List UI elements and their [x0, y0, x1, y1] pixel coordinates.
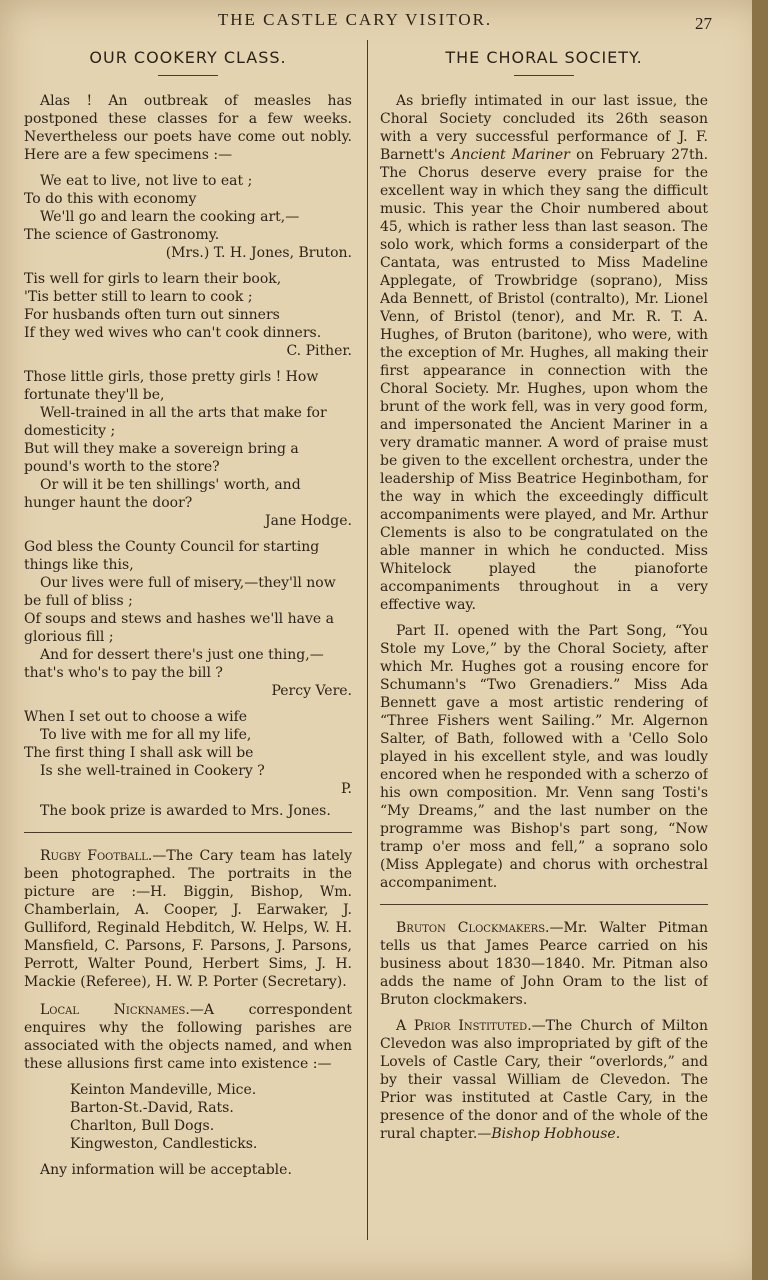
poem-vere: [24, 538, 352, 700]
running-header: [0, 6, 768, 36]
poem-line: Is she well-trained in Cookery ?: [40, 763, 265, 779]
poem-line: We'll go and learn the cooking art,—: [40, 209, 300, 225]
nickname-entry: Keinton Mandeville, Mice.: [70, 1082, 257, 1098]
poem-line: Our lives were full of misery,—they'll now be full of bliss ;: [24, 575, 336, 609]
nickname-entry: Charlton, Bull Dogs.: [70, 1118, 215, 1134]
prior-signature: —Bishop Hobhouse.: [477, 1126, 621, 1142]
prior-lead: A Prior Instituted.: [396, 1018, 532, 1034]
poem-line: The first thing I shall ask will be: [24, 745, 254, 761]
poem-pither: [24, 270, 352, 360]
choral-paragraph-2: Part II. opened with the Part Song, “You Stole my Love,” by the Choral Society, after which Mr. Hughes got a rousing encore for Schumann's “Two Grenadiers.” Miss Ada Bennett gave a most artistic rendering of “Three Fishers went Sailing.” Mr. Algernon Salter, of Bath, followed with a 'Cello Solo played in his excellent style, and was loudly encored when he responded with a scherzo of his own composition. Mr. Venn sang Tosti's “My Dreams,” and the last number on the programme was Bishop's part song, “Now tramp o'er moss and fell,” a soprano solo (Miss Applegate) and chorus with orchestral accompaniment.: [380, 623, 708, 891]
clockmakers-text: —Mr. Walter Pitman tells us that James Pearce carried on his business about 1830—1840. Mr. Pitman also adds the name of John Oram to the list of Bruton clockmakers.: [380, 920, 708, 1008]
choral-paragraph-1: [380, 92, 708, 614]
poem-jones: [24, 172, 352, 262]
poem-line: Those little girls, those pretty girls ! How fortunate they'll be,: [24, 369, 319, 403]
choral-title: THE CHORAL SOCIETY.: [445, 48, 643, 67]
nicknames-paragraph: [24, 1001, 352, 1073]
nickname-entry: Barton-St.-David, Rats.: [70, 1100, 234, 1116]
clockmakers-lead: Bruton Clockmakers.: [396, 920, 550, 936]
prior-paragraph: [380, 1017, 708, 1143]
prior-text: —The Church of Milton Clevedon was also impropriated by gift of the Lovels of Castle Cary, their “overlords,” and by their vassal William de Clevedon. The Prior was instituted at Castle Cary, in the presence of the donor and of the whole of the rural chapter.: [380, 1018, 708, 1142]
poem-line: When I set out to choose a wife: [24, 709, 248, 725]
clockmakers-paragraph: [380, 919, 708, 1009]
column-divider: [367, 40, 368, 1240]
section-divider: [24, 832, 352, 833]
poem-author: (Mrs.) T. H. Jones, Bruton.: [165, 245, 352, 261]
poem-author: P.: [340, 781, 352, 797]
clockmakers-item: [380, 919, 708, 1009]
poem-line: We eat to live, not live to eat ;: [40, 173, 253, 189]
poem-line: And for dessert there's just one thing,—that's who's to pay the bill ?: [24, 647, 324, 681]
cookery-title: OUR COOKERY CLASS.: [89, 48, 287, 67]
poem-hodge: [24, 368, 352, 530]
rugby-paragraph: [24, 847, 352, 991]
rugby-lead: Rugby Football.: [40, 848, 153, 864]
nicknames-item: [24, 1001, 352, 1179]
poem-line: 'Tis better still to learn to cook ;: [24, 289, 253, 305]
title-rule: [158, 75, 218, 76]
poem-author: Jane Hodge.: [264, 513, 352, 529]
poem-line: If they wed wives who can't cook dinners.: [24, 325, 322, 341]
work-title: Ancient Mariner: [451, 147, 570, 163]
prize-notice: The book prize is awarded to Mrs. Jones.: [40, 803, 331, 819]
left-column: [24, 48, 352, 1248]
book-spine: [752, 0, 768, 1280]
nicknames-footer: Any information will be acceptable.: [40, 1162, 292, 1178]
prior-item: [380, 1017, 708, 1143]
poem-author: C. Pither.: [286, 343, 352, 359]
section-divider: [380, 904, 708, 905]
poem-line: Or will it be ten shillings' worth, and hunger haunt the door?: [24, 477, 301, 511]
rugby-text: —The Cary team has lately been photographed. The portraits in the picture are :—H. Biggin, Bishop, Wm. Chamberlain, A. Cooper, J. Earwaker, J. Gulliford, Reginald Hebditch, W. Helps, W. H. Mansfield, C. Parsons, F. Parsons, J. Parsons, Perrott, Walter Pound, Herbert Sims, J. H. Mackie (Referee), H. W. P. Porter (Secretary).: [24, 848, 352, 990]
poem-line: Tis well for girls to learn their book,: [24, 271, 282, 287]
nickname-entry: Kingweston, Candlesticks.: [70, 1136, 258, 1152]
poem-author: Percy Vere.: [271, 683, 352, 699]
choral-p1-start: As briefly intimated in our last issue, the Choral Society concluded its 26th season with a very successful performance of J. F. Barnett's: [380, 93, 708, 163]
nicknames-text: —A correspondent enquires why the following parishes are associated with the objects named, and when these allusions first came into existence :—: [24, 1002, 352, 1072]
page-number: 27: [695, 14, 712, 33]
rugby-item: [24, 847, 352, 991]
cookery-article: [24, 48, 352, 820]
publication-title: THE CASTLE CARY VISITOR.: [217, 10, 493, 29]
title-rule: [514, 75, 574, 76]
poem-line: God bless the County Council for starting things like this,: [24, 539, 320, 573]
cookery-intro: Alas ! An outbreak of measles has postponed these classes for a few weeks. Nevertheless our poets have come out nobly. Here are a few specimens :—: [24, 93, 352, 163]
poem-line: Of soups and stews and hashes we'll have a glorious fill ;: [24, 611, 334, 645]
poem-p: [24, 708, 352, 798]
poem-line: But will they make a sovereign bring a pound's worth to the store?: [24, 441, 299, 475]
poem-line: The science of Gastronomy.: [24, 227, 220, 243]
choral-article: [380, 48, 708, 892]
nicknames-lead: Local Nicknames.: [40, 1002, 190, 1018]
poem-line: For husbands often turn out sinners: [24, 307, 280, 323]
nicknames-list: [24, 1081, 352, 1153]
choral-p1-rest: on February 27th. The Chorus deserve every praise for the excellent way in which they sang the difficult music. This year the Choir numbered about 45, which is rather less than last season. The solo work, which forms a considerpart of the Cantata, was entrusted to Miss Madeline Applegate, of Trowbridge (soprano), Miss Ada Bennett, of Bristol (contralto), Mr. Lionel Venn, of Bristol (tenor), and Mr. R. T. A. Hughes, of Bruton (baritone), who were, with the exception of Mr. Hughes, all making their first appearance in connection with the Choral Society. Mr. Hughes, upon whom the brunt of the work fell, was in very good form, and impersonated the Ancient Mariner in a very dramatic manner. A word of praise must be given to the excellent orchestra, under the leadership of Miss Beatrice Heginbotham, for the way in which the exceedingly difficult accompaniments were played, and Mr. Arthur Clements is also to be congratulated on the able manner in which he conducted. Miss Whitelock played the pianoforte accompaniments throughout in a very effective way.: [380, 147, 708, 613]
right-column: [380, 48, 708, 1248]
poem-line: Well-trained in all the arts that make for domesticity ;: [24, 405, 327, 439]
poem-line: To live with me for all my life,: [40, 727, 252, 743]
poem-line: To do this with economy: [24, 191, 197, 207]
